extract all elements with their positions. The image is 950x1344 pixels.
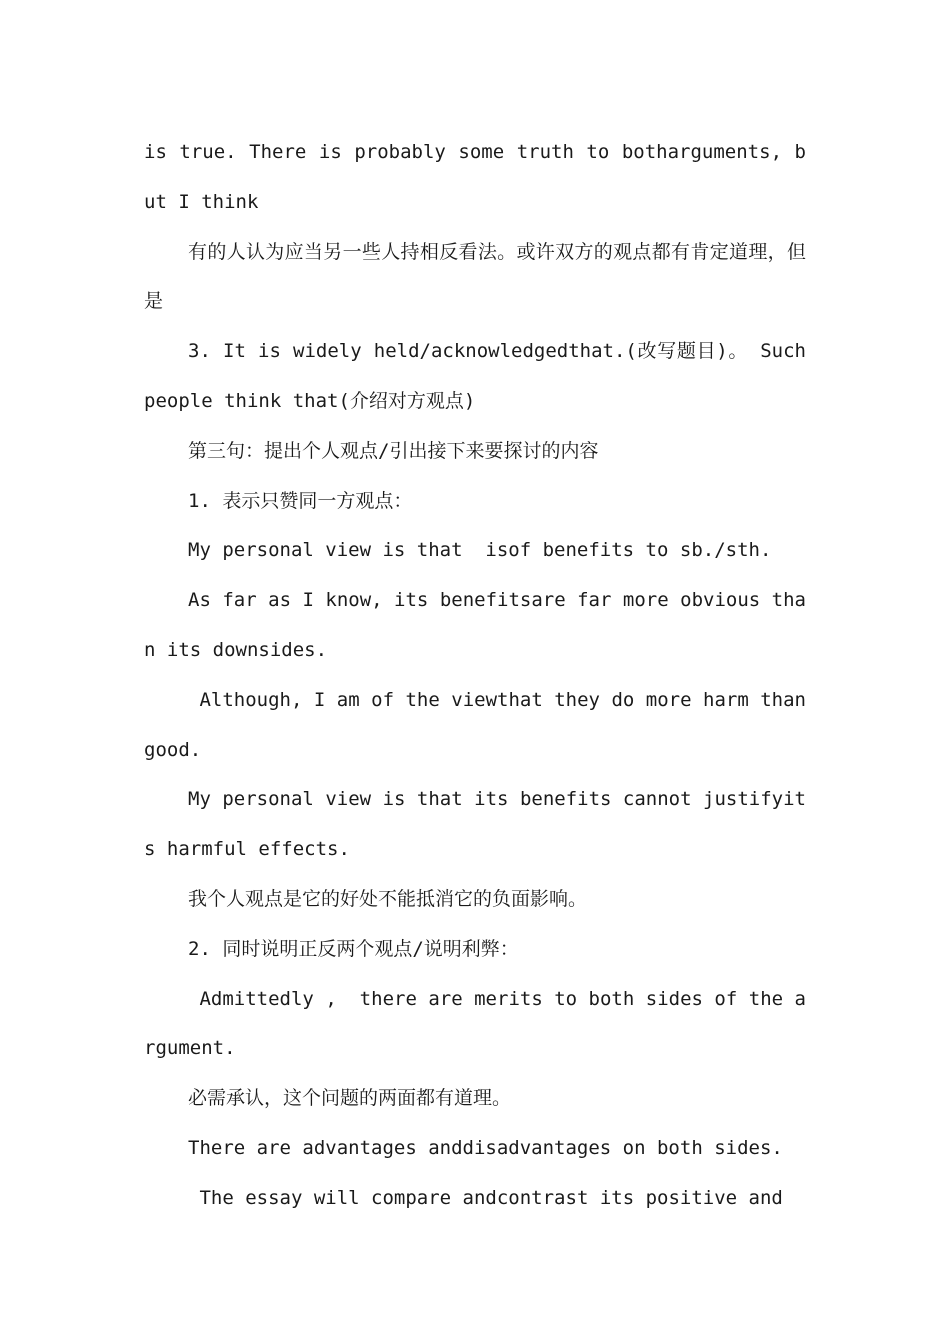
section-heading-third-sentence: 第三句：提出个人观点/引出接下来要探讨的内容 (188, 439, 599, 462)
list-item-2-heading: 2. 同时说明正反两个观点/说明利弊： (188, 937, 519, 960)
list-item-1-heading: 1. 表示只赞同一方观点： (188, 489, 413, 512)
paragraph-continuation: is true. There is probably some truth to botharguments, but I think (144, 141, 806, 213)
paragraph-example: There are advantages anddisadvantages on both sides. (188, 1136, 783, 1159)
paragraph-chinese-translation: 必需承认，这个问题的两面都有道理。 (188, 1087, 512, 1110)
paragraph-example: As far as I know, its benefitsare far more obvious than its downsides. (144, 589, 806, 661)
paragraph-example: The essay will compare andcontrast its positive and (188, 1186, 783, 1209)
paragraph-chinese-translation: 我个人观点是它的好处不能抵消它的负面影响。 (188, 887, 588, 910)
paragraph-item-3: 3. It is widely held/acknowledgedthat.(改写题目)。 Such people think that(介绍对方观点) (144, 340, 818, 412)
paragraph-example: Although, I am of the viewthat they do more harm than good. (144, 688, 818, 761)
paragraph-example: My personal view is that isof benefits to sb./sth. (188, 539, 772, 562)
paragraph-example: Admittedly , there are merits to both sides of the argument. (144, 987, 806, 1060)
paragraph-chinese-translation: 有的人认为应当另一些人持相反看法。或许双方的观点都有肯定道理，但是 (144, 240, 806, 313)
paragraph-example: My personal view is that its benefits cannot justifyits harmful effects. (144, 788, 806, 861)
document-body (144, 128, 818, 1224)
